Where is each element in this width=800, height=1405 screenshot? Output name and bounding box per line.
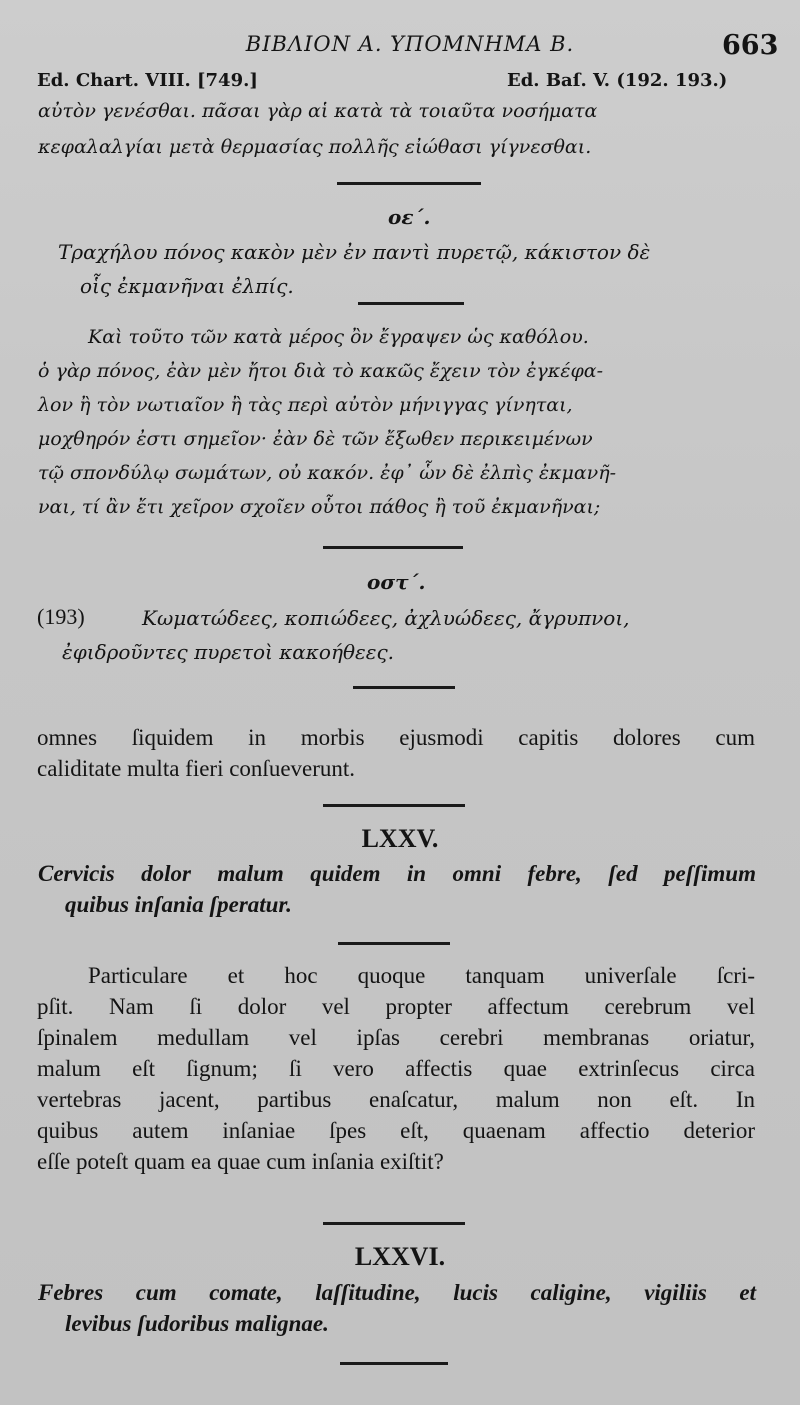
latin-commentary-75-line-3: ſpinalem medullam vel ipſas cerebri membranas oriatur,	[37, 1025, 755, 1050]
section-divider	[323, 546, 463, 549]
greek-commentary-75-line-3: λον ἢ τὸν νωτιαῖον ἢ τὰς περὶ αὐτὸν μήνιγγας γίνηται,	[38, 394, 573, 416]
greek-section-number-75: οε΄.	[388, 205, 431, 229]
section-divider	[323, 1222, 465, 1225]
greek-aphorism-75-line-2: οἷς ἐκμανῆναι ἐλπίς.	[80, 274, 294, 298]
latin-aphorism-75-line-2: quibus inſania ſperatur.	[65, 892, 292, 917]
section-divider	[337, 182, 481, 185]
section-divider	[340, 1362, 448, 1365]
greek-commentary-75-line-1: Καὶ τοῦτο τῶν κατὰ μέρος ὂν ἔγραψεν ὡς καθόλου.	[88, 326, 589, 348]
latin-aphorism-76-line-1: Febres cum comate, laſſitudine, lucis caligine, vigiliis et	[38, 1280, 756, 1305]
latin-commentary-75-line-1: Particulare et hoc quoque tanquam univerſale ſcri-	[88, 963, 755, 988]
latin-commentary-75-line-6: quibus autem inſaniae ſpes eſt, quaenam affectio deterior	[37, 1118, 755, 1143]
section-divider	[338, 942, 450, 945]
greek-intro-line-1: αὐτὸν γενέσθαι. πᾶσαι γὰρ αἱ κατὰ τὰ τοιαῦτα νοσήματα	[38, 100, 598, 122]
greek-aphorism-76-line-2: ἐφιδροῦντες πυρετοὶ κακοήθεες.	[62, 640, 395, 664]
section-divider	[358, 302, 464, 305]
latin-commentary-75-line-5: vertebras jacent, partibus enaſcatur, malum non eſt. In	[37, 1087, 755, 1112]
latin-commentary-75-line-4: malum eſt ſignum; ſi vero affectis quae extrinſecus circa	[37, 1056, 755, 1081]
page-number: 663	[722, 30, 779, 61]
edition-chart-reference: Ed. Chart. VIII. [749.]	[37, 70, 258, 91]
latin-section-number-76: LXXVI.	[354, 1242, 446, 1271]
greek-commentary-75-line-2: ὁ γὰρ πόνος, ἐὰν μὲν ἤτοι διὰ τὸ κακῶς ἔχειν τὸν ἐγκέφα-	[38, 360, 603, 382]
greek-aphorism-75-line-1: Τραχήλου πόνος κακὸν μὲν ἐν παντὶ πυρετῷ, κάκιστον δὲ	[58, 240, 651, 264]
edition-basel-reference: Ed. Baſ. V. (192. 193.)	[507, 70, 728, 91]
latin-aphorism-75	[38, 858, 756, 920]
section-divider	[323, 804, 465, 807]
greek-section-number-76: οστ΄.	[367, 570, 426, 594]
latin-section-number-75: LXXV.	[361, 824, 439, 853]
latin-aphorism-76	[38, 1277, 756, 1339]
greek-commentary-75-line-5: τῷ σπονδύλῳ σωμάτων, οὐ κακόν. ἐφ᾽ ὧν δὲ ἐλπὶς ἐκμανῆ-	[38, 462, 617, 484]
section-divider	[353, 686, 455, 689]
latin-intro	[37, 722, 755, 784]
basel-page-marker: (193)	[37, 604, 85, 629]
latin-commentary-75-line-7: eſſe poteſt quam ea quae cum inſania exiſtit?	[37, 1149, 444, 1174]
latin-commentary-75	[37, 960, 755, 1177]
running-head: ΒΙΒΛΙΟΝ Α. ΥΠΟΜΝΗΜΑ Β.	[245, 32, 575, 56]
greek-aphorism-76-line-1: Κωματώδεες, κοπιώδεες, ἀχλυώδεες, ἄγρυπνοι,	[142, 606, 630, 630]
greek-commentary-75-line-4: μοχθηρόν ἐστι σημεῖον· ἐὰν δὲ τῶν ἔξωθεν περικειμένων	[38, 428, 593, 450]
latin-intro-line-2: caliditate multa fieri conſueverunt.	[37, 756, 356, 781]
latin-intro-line-1: omnes ſiquidem in morbis ejusmodi capitis dolores cum	[37, 725, 755, 750]
latin-aphorism-76-line-2: levibus ſudoribus malignae.	[65, 1311, 329, 1336]
greek-commentary-75-line-6: ναι, τί ἂν ἔτι χεῖρον σχοῖεν οὗτοι πάθος ἢ τοῦ ἐκμανῆναι;	[38, 496, 601, 518]
greek-intro-line-2: κεφαλαλγίαι μετὰ θερμασίας πολλῆς εἰώθασι γίγνεσθαι.	[38, 136, 592, 158]
latin-aphorism-75-line-1: Cervicis dolor malum quidem in omni febre, ſed peſſimum	[38, 861, 756, 886]
latin-commentary-75-line-2: pſit. Nam ſi dolor vel propter affectum cerebrum vel	[37, 994, 755, 1019]
